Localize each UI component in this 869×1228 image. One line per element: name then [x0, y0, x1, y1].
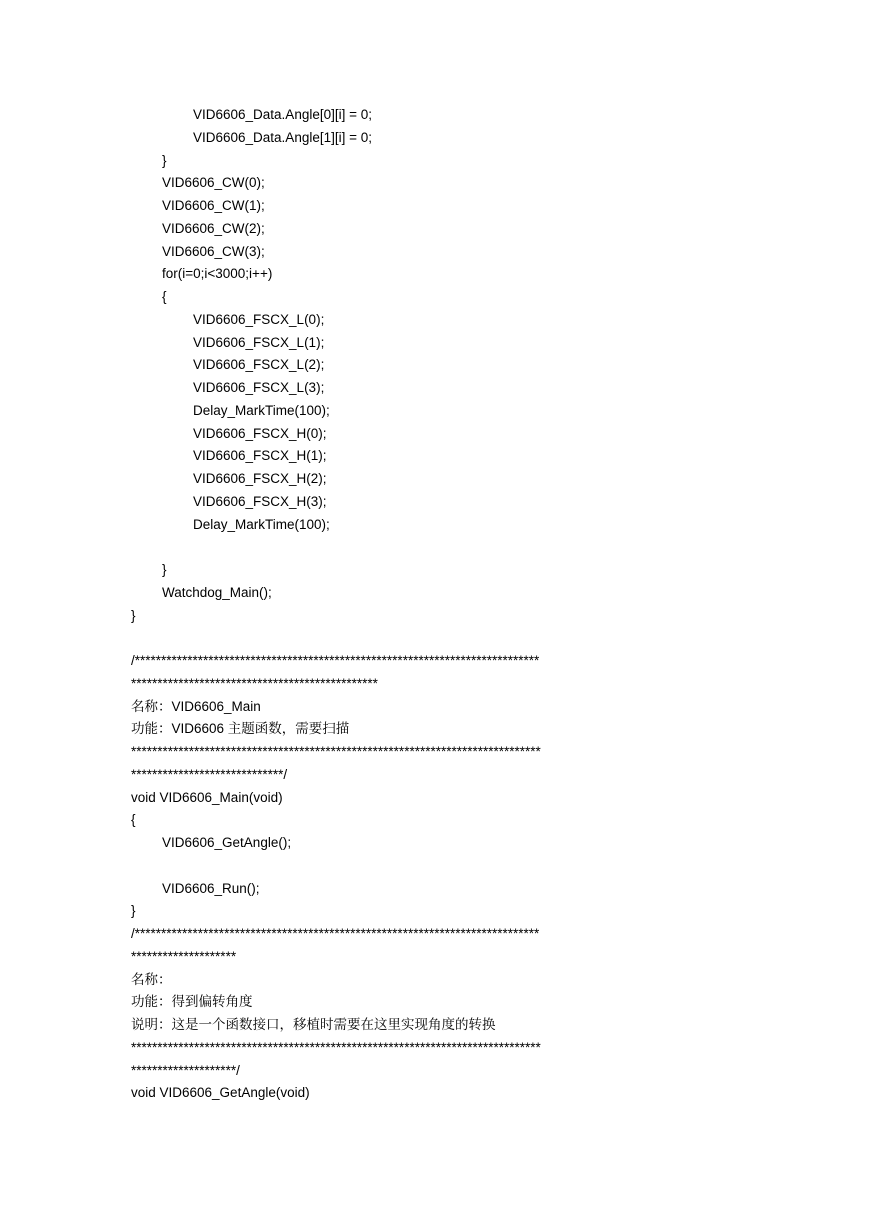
comment-separator-line: *****************************/ [131, 766, 288, 782]
code-line: { [162, 289, 167, 304]
code-line: VID6606_GetAngle(); [162, 835, 292, 850]
blank-line [0, 627, 869, 650]
comment-separator-line: ****************************************************************************** [131, 1039, 541, 1055]
code-line: VID6606_FSCX_H(3); [193, 493, 327, 509]
code-line: void VID6606_Main(void) [131, 789, 283, 805]
comment-separator-line: *********************************************** [131, 675, 378, 691]
comment-separator-line: ******************** [131, 948, 237, 964]
code-line: VID6606_Run(); [162, 880, 260, 896]
code-line: } [131, 903, 136, 919]
code-line: VID6606_CW(2); [162, 220, 265, 236]
comment-text-line: 名称： [131, 971, 172, 987]
code-line: VID6606_FSCX_H(0); [193, 425, 327, 441]
comment-separator-line: /***************************************************************************** [131, 653, 540, 668]
code-line: VID6606_CW(1); [162, 198, 265, 213]
comment-separator-line: ********************/ [131, 1062, 240, 1078]
code-line: VID6606_Data.Angle[0][i] = 0; [193, 107, 372, 122]
code-line: { [131, 812, 136, 828]
comment-text-line: 说明：这是一个函数接口，移植时需要在这里实现角度的转换 [131, 1017, 496, 1032]
comment-text-line: 功能：得到偏转角度 [131, 994, 253, 1010]
code-line: } [131, 607, 136, 623]
code-line: for(i=0;i<3000;i++) [162, 266, 273, 282]
code-line: VID6606_FSCX_L(2); [193, 357, 325, 373]
code-line: VID6606_FSCX_L(0); [193, 311, 325, 327]
blank-line [0, 536, 869, 559]
code-line: VID6606_FSCX_L(3); [193, 380, 325, 395]
code-line: VID6606_FSCX_L(1); [193, 334, 325, 350]
comment-text-line: 功能：VID6606 主题函数，需要扫描 [131, 721, 350, 737]
comment-separator-line: /***************************************************************************** [131, 926, 540, 941]
code-line: Delay_MarkTime(100); [193, 402, 330, 418]
code-line: } [162, 562, 167, 577]
code-line: void VID6606_GetAngle(void) [131, 1085, 310, 1101]
code-line: VID6606_FSCX_H(1); [193, 448, 327, 464]
code-line: } [162, 152, 167, 168]
code-line: VID6606_Data.Angle[1][i] = 0; [193, 129, 372, 145]
comment-text-line: 名称：VID6606_Main [131, 698, 261, 714]
code-line: Delay_MarkTime(100); [193, 516, 330, 532]
code-line: Watchdog_Main(); [162, 584, 272, 600]
blank-line [0, 855, 869, 878]
document-page [0, 104, 869, 1105]
comment-separator-line: ****************************************************************************** [131, 744, 541, 759]
code-line: VID6606_CW(3); [162, 243, 265, 259]
code-line: VID6606_FSCX_H(2); [193, 471, 327, 486]
code-line: VID6606_CW(0); [162, 175, 265, 191]
